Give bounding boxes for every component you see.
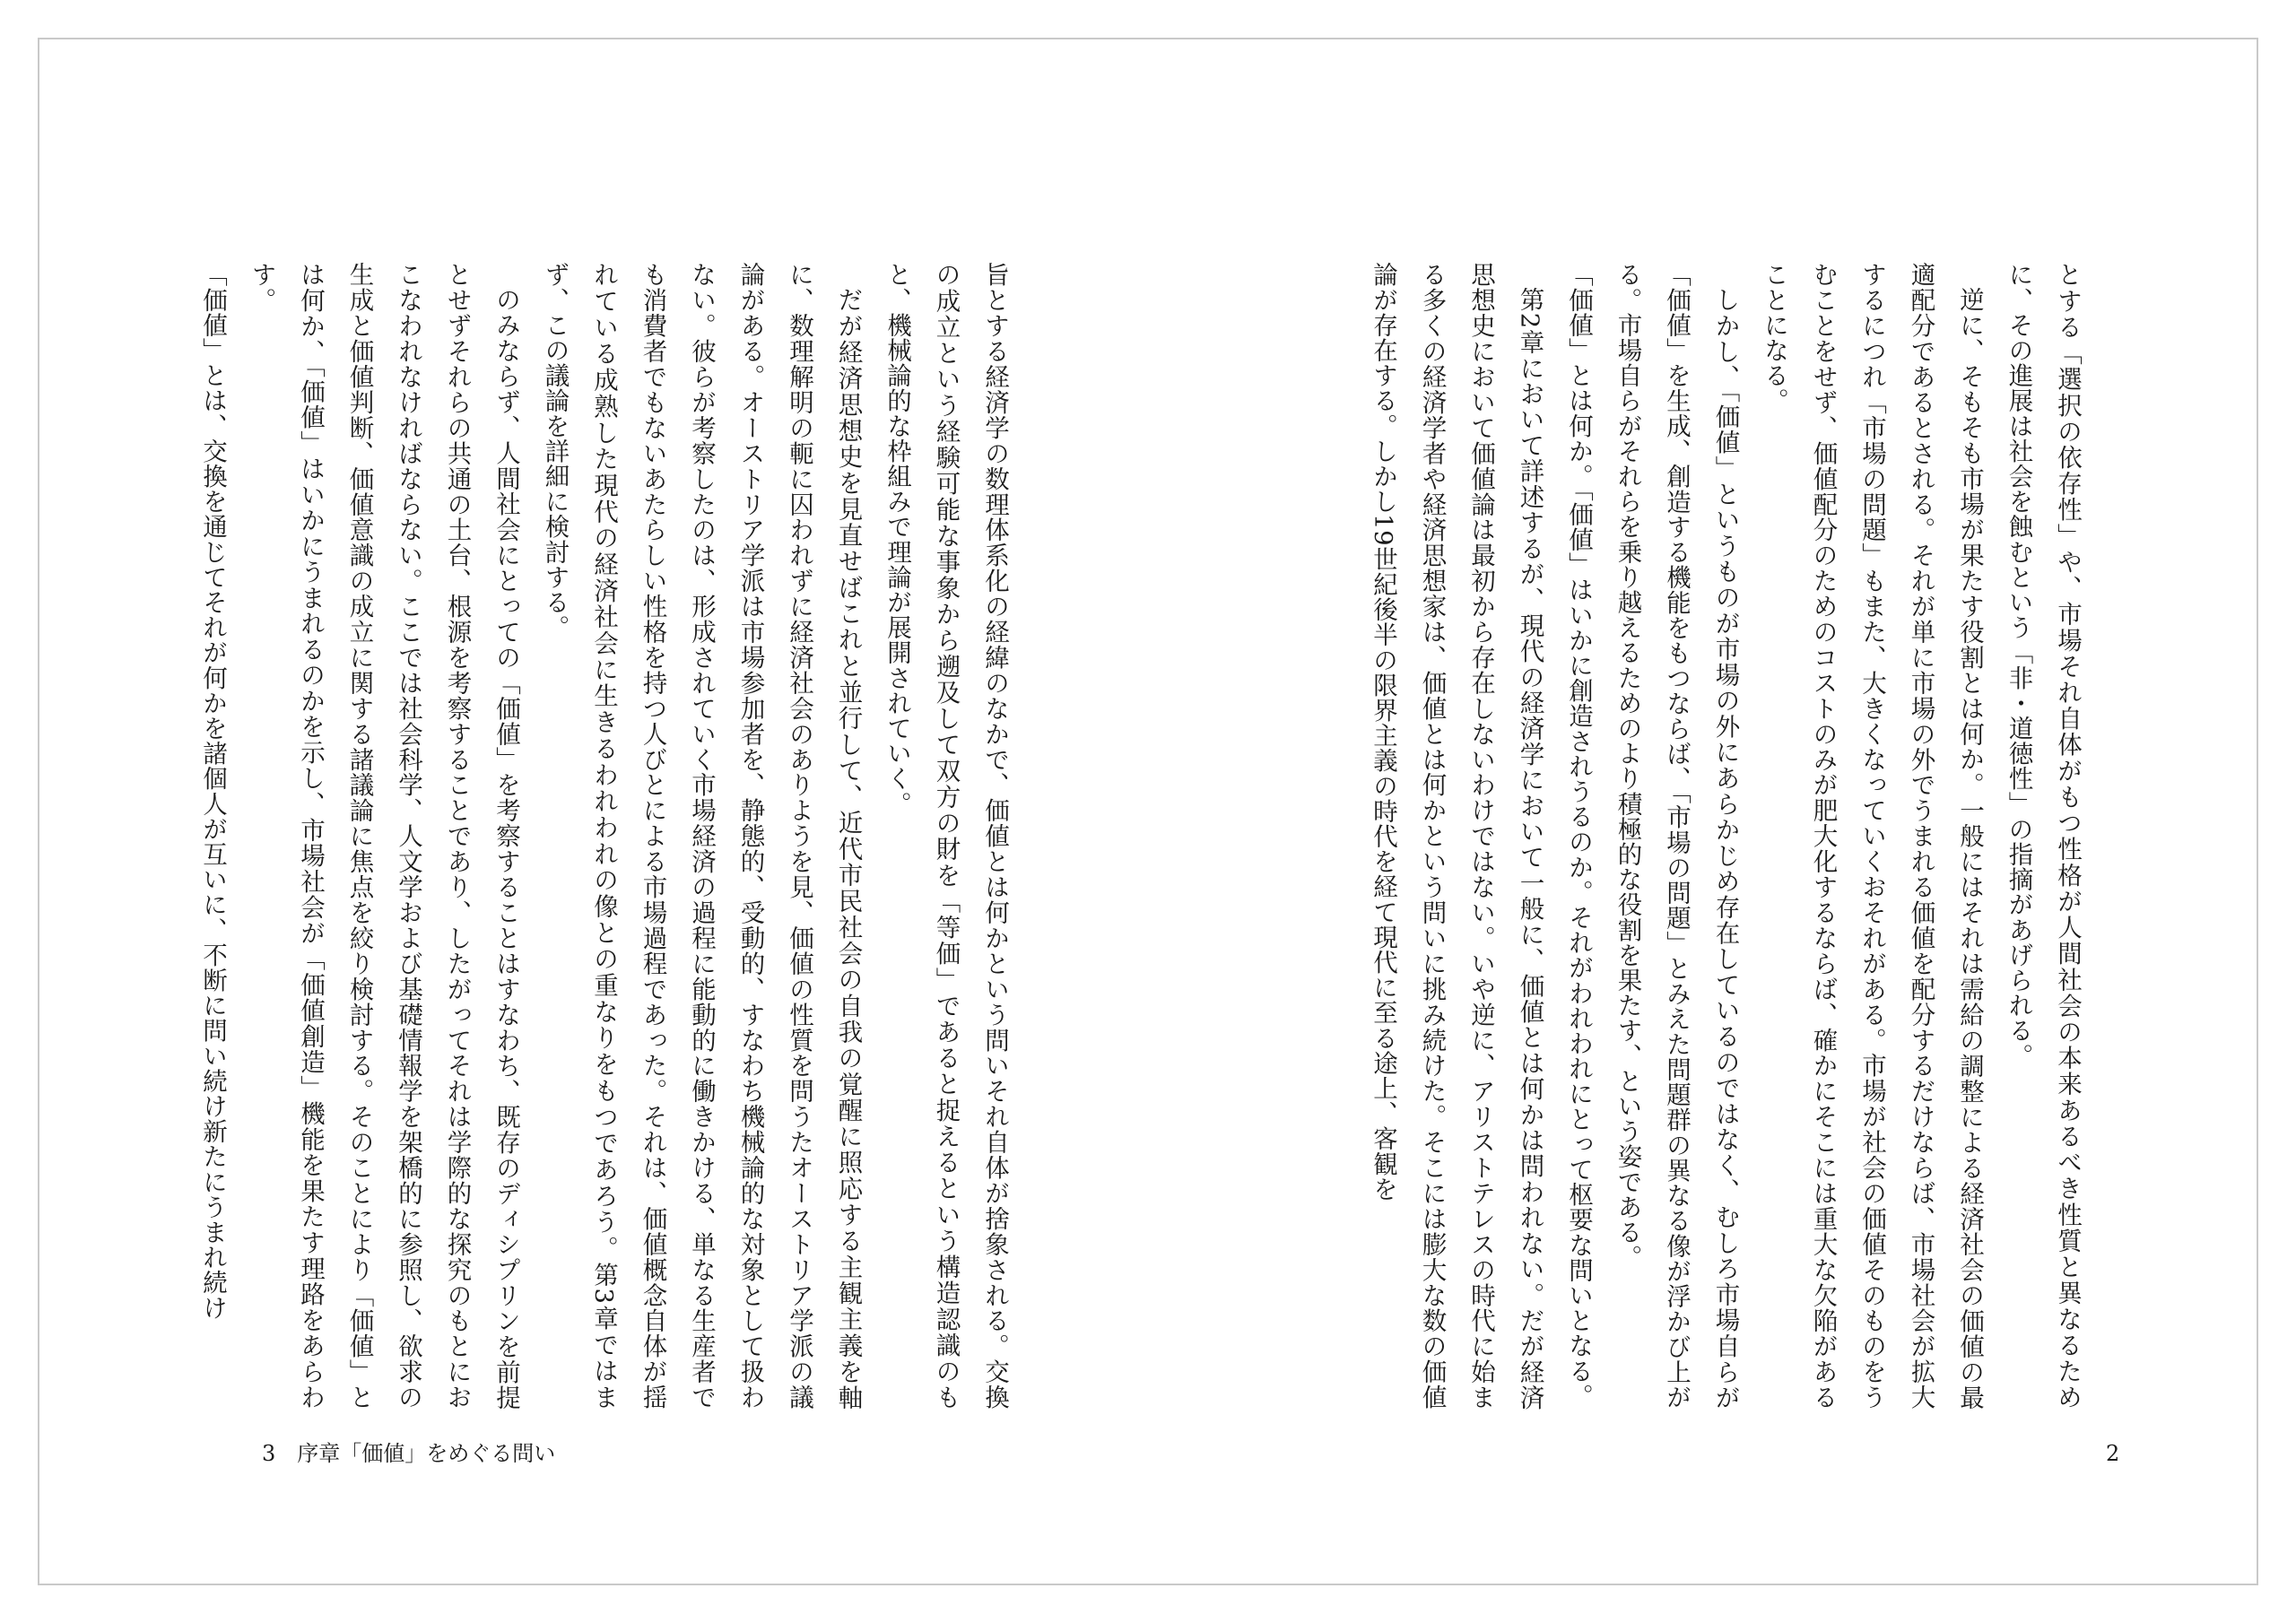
book-spread (38, 38, 2258, 1585)
paragraph: 「価値」とは、交換を通じてそれが何かを諸個人が互いに、不断に問い続け新たにうまれ続け (198, 262, 227, 1321)
page-number-right: 2 (2106, 1441, 2120, 1466)
paragraph: とする「選択の依存性」や、市場それ自体がもつ性格が人間社会の本来あるべき性質と異なるために、その進展は社会を蝕むという「非・道徳性」の指摘があげられる。 (2004, 262, 2082, 1410)
paragraph: だが経済思想史を見直せばこれと並行して、近代市民社会の自我の覚醒に照応する主観主義を軸に、数理解明の軛に囚われずに経済社会のありようを見、価値の性質を問うたオーストリア学派の議論がある。オーストリア学派は市場参加者を、静態的、受動的、すなわち機械論的な対象として扱わない。彼らが考察したのは、形成されていく市場経済の過程に能動的に働きかける、単なる生産者でも消費者でもないあたらしい性格を持つ人びとによる市場過程であった。それは、価値概念自体が揺れている成熟した現代の経済社会に生きるわれわれの像との重なりをもつであろう。第3章ではまず、この議論を詳細に検討する。 (540, 262, 863, 1410)
paragraph: 逆に、そもそも市場が果たす役割とは何か。一般にはそれは需給の調整による経済社会の価値の最適配分であるとされる。それが単に市場の外でうまれる価値を配分するだけならば、市場社会が拡大するにつれ「市場の問題」もまた、大きくなっていくおそれがある。市場が社会の価値そのものをうむことをせず、価値配分のためのコストのみが肥大化するならば、確かにそこには重大な欠陥があることになる。 (1760, 262, 1984, 1410)
paragraph: しかし、「価値」というものが市場の外にあらかじめ存在しているのではなく、むしろ市場自らが「価値」を生成、創造する機能をもつならば、「市場の問題」とみえた問題群の異なる像が浮かび上がる。市場自らがそれらを乗り越えるためのより積極的な役割を果たす、という姿である。 (1613, 262, 1740, 1410)
left-page-text (198, 262, 1019, 1410)
paragraph: 「価値」とは何か。「価値」はいかに創造されうるのか。それがわれわれにとって枢要な問いとなる。 (1564, 262, 1593, 1409)
page-footer-left: 3 序章「価値」をめぐる問い (262, 1441, 556, 1466)
paragraph: 第2章において詳述するが、現代の経済学において一般に、価値とは何かは問われない。だが経済思想史において価値論は最初から存在しないわけではない。いや逆に、アリストテレスの時代に始まる多くの経済学者や経済思想家は、価値とは何かという問いに挑み続けた。そこには膨大な数の価値論が存在する。しかし19世紀後半の限界主義の時代を経て現代に至る途上、客観を (1369, 262, 1544, 1410)
paragraph: 旨とする経済学の数理体系化の経緯のなかで、価値とは何かという問いそれ自体が捨象される。交換の成立という経験可能な事象から遡及して双方の財を「等価」であると捉えるという構造認識のもと、機械論的な枠組みで理論が展開されていく。 (883, 262, 1009, 1410)
paragraph: のみならず、人間社会にとっての「価値」を考察することはすなわち、既存のディシプリンを前提とせずそれらの共通の土台、根源を考察することであり、したがってそれは学際的な探究のもとにおこなわれなければならない。ここでは社会科学、人文学および基礎情報学を架橋的に参照し、欲求の生成と価値判断、価値意識の成立に関する諸議論に焦点を絞り検討する。そのことにより「価値」とは何か、「価値」はいかにうまれるのかを示し、市場社会が「価値創造」機能を果たす理路をあらわす。 (247, 262, 520, 1410)
right-page-text (1369, 262, 2092, 1410)
